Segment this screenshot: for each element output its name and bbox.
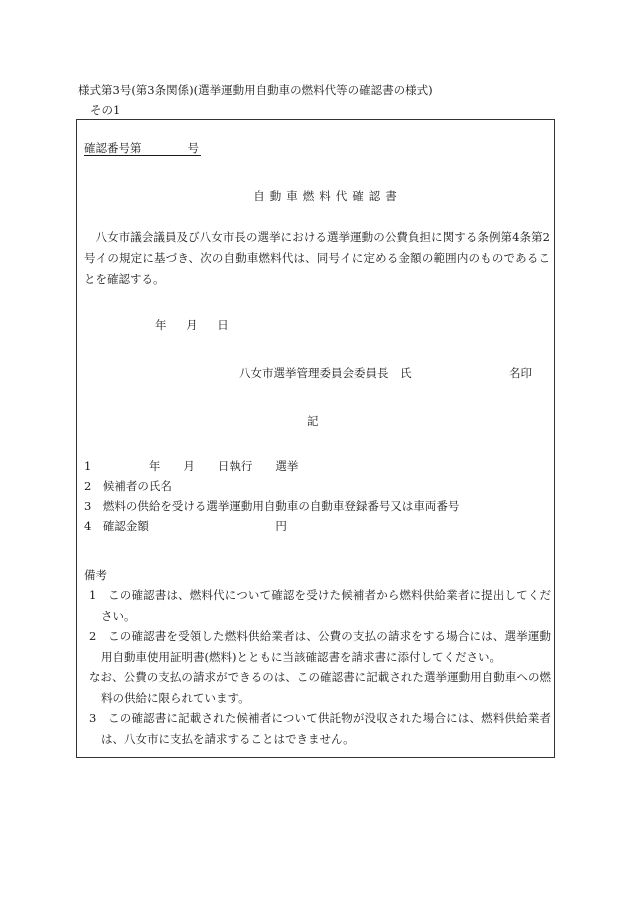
document-title: 自動車燃料代確認書 [253,189,402,203]
item-amount: 4 確認金額 円 [84,519,287,533]
remark-note-2 [84,626,551,708]
body-text: 八女市議会議員及び八女市長の選挙における選挙運動の公費負担に関する条例第4条第2号イの規定に基づき、次の自動車燃料代は、同号イに定める金額の範囲内のものであることを確認する。 [84,230,550,286]
remark-note-1 [84,585,551,626]
item-vehicle-number: 3 燃料の供給を受ける選挙運動用自動車の自動車登録番号又は車両番号 [84,499,460,513]
certificate-number: 確認番号第 号 [84,141,199,155]
remarks-heading: 備考 [84,568,107,582]
committee-chair: 八女市選挙管理委員会委員長 氏 [239,366,412,380]
form-sub-label: その1 [90,103,121,117]
item-election-date: 1 年 月 日執行 選挙 [84,459,299,473]
form-frame [76,119,555,758]
remark-note-continuation: なお、公費の支払の請求ができるのは、この確認書に記載された選挙運動用自動車への燃料の供給に限られています。 [89,670,551,705]
remark-note-text: 3 この確認書に記載された候補者について供託物が没収された場合には、燃料供給業者は、八女市に支払を請求することはできません。 [89,711,551,746]
remark-note-text: 2 この確認書を受領した燃料供給業者は、公費の支払の請求をする場合には、選挙運動用自動車使用証明書(燃料)とともに当該確認書を請求書に添付してください。 [89,629,551,664]
seal-label: 名印 [509,366,532,380]
item-candidate-name: 2 候補者の氏名 [84,479,172,493]
form-title: 様式第3号(第3条関係)(選挙運動用自動車の燃料代等の確認書の様式) [78,83,433,97]
remark-note-text: 1 この確認書は、燃料代について確認を受けた候補者から燃料供給業者に提出してください。 [89,588,551,623]
date-line: 年 月 日 [155,318,229,332]
ki-label: 記 [307,414,319,428]
remark-note-3 [84,708,551,749]
